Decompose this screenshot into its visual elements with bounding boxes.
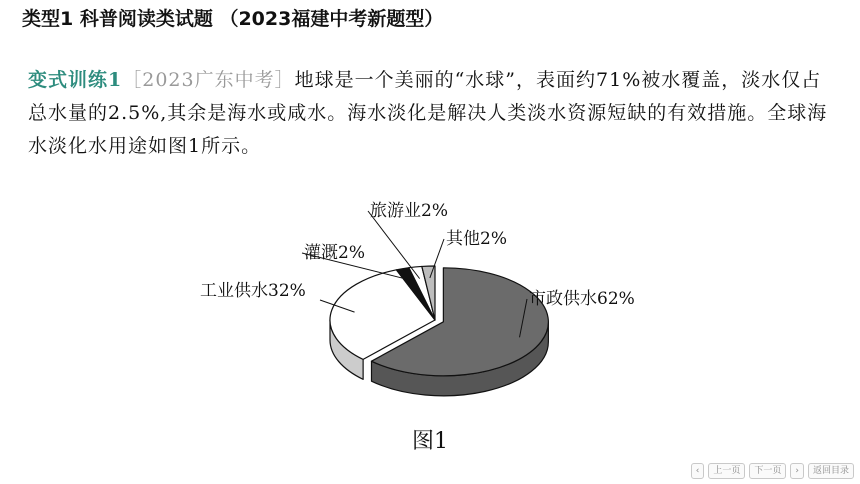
question-body: 地球是一个美丽的“水球”，表面约71%被水覆盖，淡水仅占总水量的2.5%,其余是海水或咸水。海水淡化是解决人类淡水资源短缺的有效措施。全球海水淡化水用途如图1所示。	[28, 69, 828, 157]
pie-label-3: 灌溉2%	[304, 243, 365, 263]
pie-label-4: 旅游业2%	[370, 201, 448, 221]
pie-label-5: 其他2%	[446, 229, 507, 249]
pie-chart	[150, 190, 710, 425]
pie-leader-line-4	[368, 211, 420, 279]
question-source: ［2023广东中考］	[122, 69, 295, 91]
pie-label-1: 市政供水62%	[529, 289, 635, 309]
question-lead: 变式训练1	[28, 69, 123, 91]
pie-leader-line-5	[430, 239, 444, 278]
prev-icon-button[interactable]: ‹	[691, 463, 705, 479]
question-text-block	[28, 64, 840, 163]
slide-title: 类型1 科普阅读类试题 （2023福建中考新题型）	[22, 8, 444, 30]
next-icon-button[interactable]: ›	[790, 463, 804, 479]
next-page-button[interactable]: 下一页	[749, 463, 786, 479]
pie-chart-svg	[150, 190, 710, 425]
back-to-contents-button[interactable]: 返回目录	[808, 463, 854, 479]
figure-caption: 图1	[412, 429, 448, 454]
slide-navigation	[691, 463, 854, 479]
pie-label-2: 工业供水32%	[200, 281, 306, 301]
prev-page-button[interactable]: 上一页	[708, 463, 745, 479]
